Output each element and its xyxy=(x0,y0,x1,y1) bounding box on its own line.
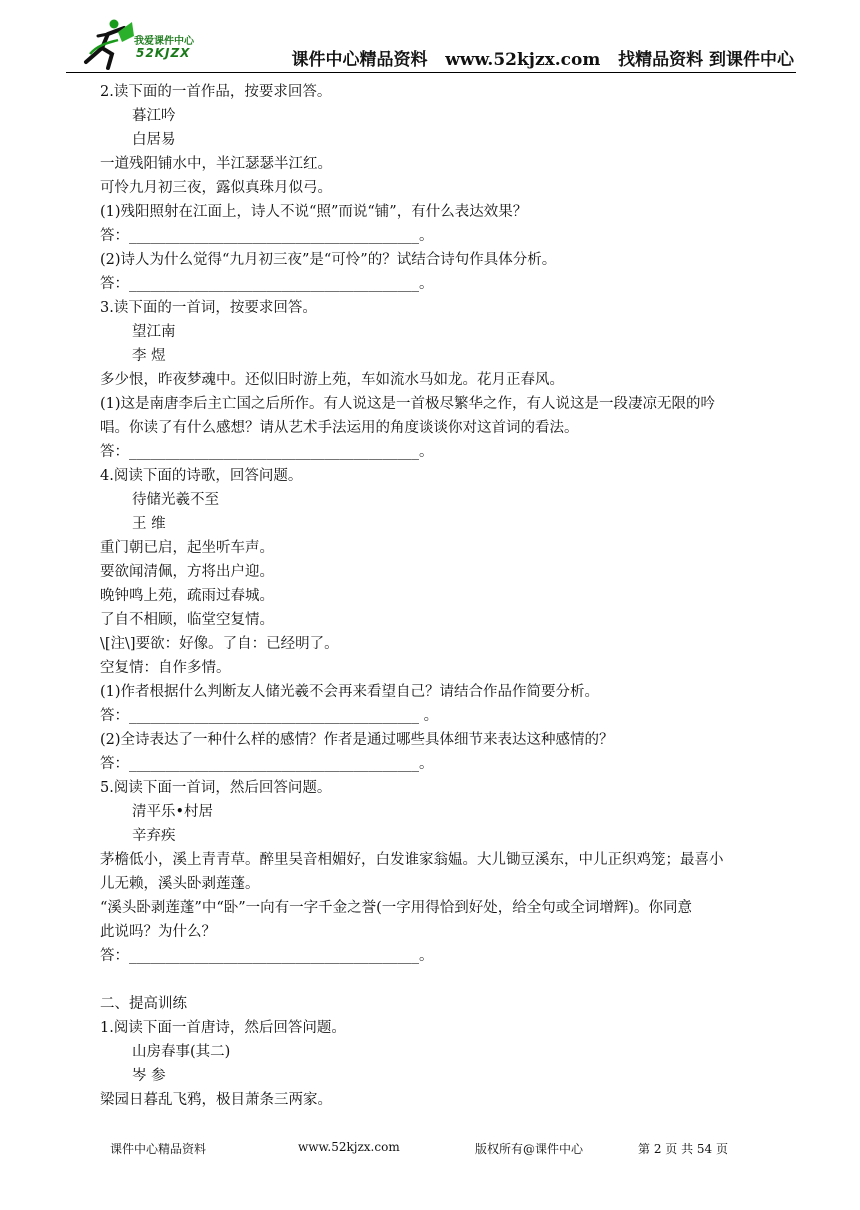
text-line: 山房春事(其二) xyxy=(132,1044,231,1060)
text-line: (1)作者根据什么判断友人储光羲不会再来看望自己？请结合作品作简要分析。 xyxy=(100,684,600,700)
text-line: 了自不相顾，临堂空复情。 xyxy=(100,612,274,628)
text-line: 待储光羲不至 xyxy=(132,492,219,508)
text-line: 清平乐•村居 xyxy=(132,804,214,820)
text-line: (1)残阳照射在江面上，诗人不说“照”而说“铺”，有什么表达效果？ xyxy=(100,204,528,220)
header-title: 课件中心精品资料 www.52kjzx.com 找精品资料 到课件中心 xyxy=(291,50,794,70)
page-footer xyxy=(110,1140,760,1210)
text-line: 答：________________________________________。 xyxy=(100,948,434,964)
text-line: 答：________________________________________。 xyxy=(100,756,434,772)
text-line: 答：________________________________________ 。 xyxy=(100,708,439,724)
text-line: 4.阅读下面的诗歌，回答问题。 xyxy=(100,468,303,484)
text-line: \[注\]要欲：好像。了自：已经明了。 xyxy=(100,636,339,652)
blank-line xyxy=(100,968,800,992)
text-line: 二、提高训练 xyxy=(100,996,187,1012)
text-line: 辛弃疾 xyxy=(132,828,176,844)
text-line: 梁园日暮乱飞鸦，极目萧条三两家。 xyxy=(100,1092,332,1108)
text-line: 答：________________________________________。 xyxy=(100,444,434,460)
text-line: (1)这是南唐李后主亡国之后所作。有人说这是一首极尽繁华之作，有人说这是一段凄凉无限的吟 xyxy=(100,396,716,412)
text-line: (2)全诗表达了一种什么样的感情？作者是通过哪些具体细节来表达这种感情的？ xyxy=(100,732,614,748)
footer-site-name: 课件中心精品资料 xyxy=(110,1142,207,1156)
page-header xyxy=(66,14,796,76)
text-line: 5.阅读下面一首词，然后回答问题。 xyxy=(100,780,332,796)
text-line: 望江南 xyxy=(132,324,176,340)
footer-copyright: 版权所有@课件中心 xyxy=(475,1142,584,1156)
footer-page-number: 第 2 页 共 54 页 xyxy=(638,1142,728,1156)
text-line: 唱。你读了有什么感想？请从艺术手法运用的角度谈谈你对这首词的看法。 xyxy=(100,420,579,436)
text-line: 儿无赖，溪头卧剥莲蓬。 xyxy=(100,876,260,892)
text-line: (2)诗人为什么觉得“九月初三夜”是“可怜”的？试结合诗句作具体分析。 xyxy=(100,252,557,268)
text-line: 要欲闻清佩，方将出户迎。 xyxy=(100,564,274,580)
text-line: 李 煜 xyxy=(132,348,166,364)
text-line: 一道残阳铺水中，半江瑟瑟半江红。 xyxy=(100,156,332,172)
text-line: 白居易 xyxy=(132,132,176,148)
text-line: 答：________________________________________。 xyxy=(100,276,434,292)
text-line: 可怜九月初三夜，露似真珠月似弓。 xyxy=(100,180,332,196)
text-line: 此说吗？为什么？ xyxy=(100,924,216,940)
document-body xyxy=(100,80,800,1112)
text-line: 答：________________________________________。 xyxy=(100,228,434,244)
text-line: 茅檐低小，溪上青青草。醉里吴音相媚好，白发谁家翁媪。大儿锄豆溪东，中儿正织鸡笼；最喜小 xyxy=(100,852,724,868)
logo-chinese-text: 我爱课件中心 xyxy=(134,36,194,47)
footer-url[interactable]: www.52kjzx.com xyxy=(298,1140,400,1154)
text-line: 王 维 xyxy=(132,516,166,532)
text-line: 重门朝已启，起坐听车声。 xyxy=(100,540,274,556)
text-line: 3.读下面的一首词，按要求回答。 xyxy=(100,300,317,316)
running-man-icon xyxy=(78,18,138,72)
text-line: 暮江吟 xyxy=(132,108,176,124)
header-divider xyxy=(66,72,796,73)
site-logo[interactable] xyxy=(78,18,208,72)
logo-english-text: 52KJZX xyxy=(136,46,191,60)
text-line: 1.阅读下面一首唐诗，然后回答问题。 xyxy=(100,1020,346,1036)
text-line: 晚钟鸣上苑，疏雨过春城。 xyxy=(100,588,274,604)
text-line: 2.读下面的一首作品，按要求回答。 xyxy=(100,84,332,100)
text-line: 空复情：自作多情。 xyxy=(100,660,231,676)
text-line: 岑 参 xyxy=(132,1068,166,1084)
text-line: “溪头卧剥莲蓬”中“卧”一向有一字千金之誉(一字用得恰到好处，给全句或全词增辉)。你同意 xyxy=(100,900,692,916)
text-line: 多少恨，昨夜梦魂中。还似旧时游上苑，车如流水马如龙。花月正春风。 xyxy=(100,372,564,388)
